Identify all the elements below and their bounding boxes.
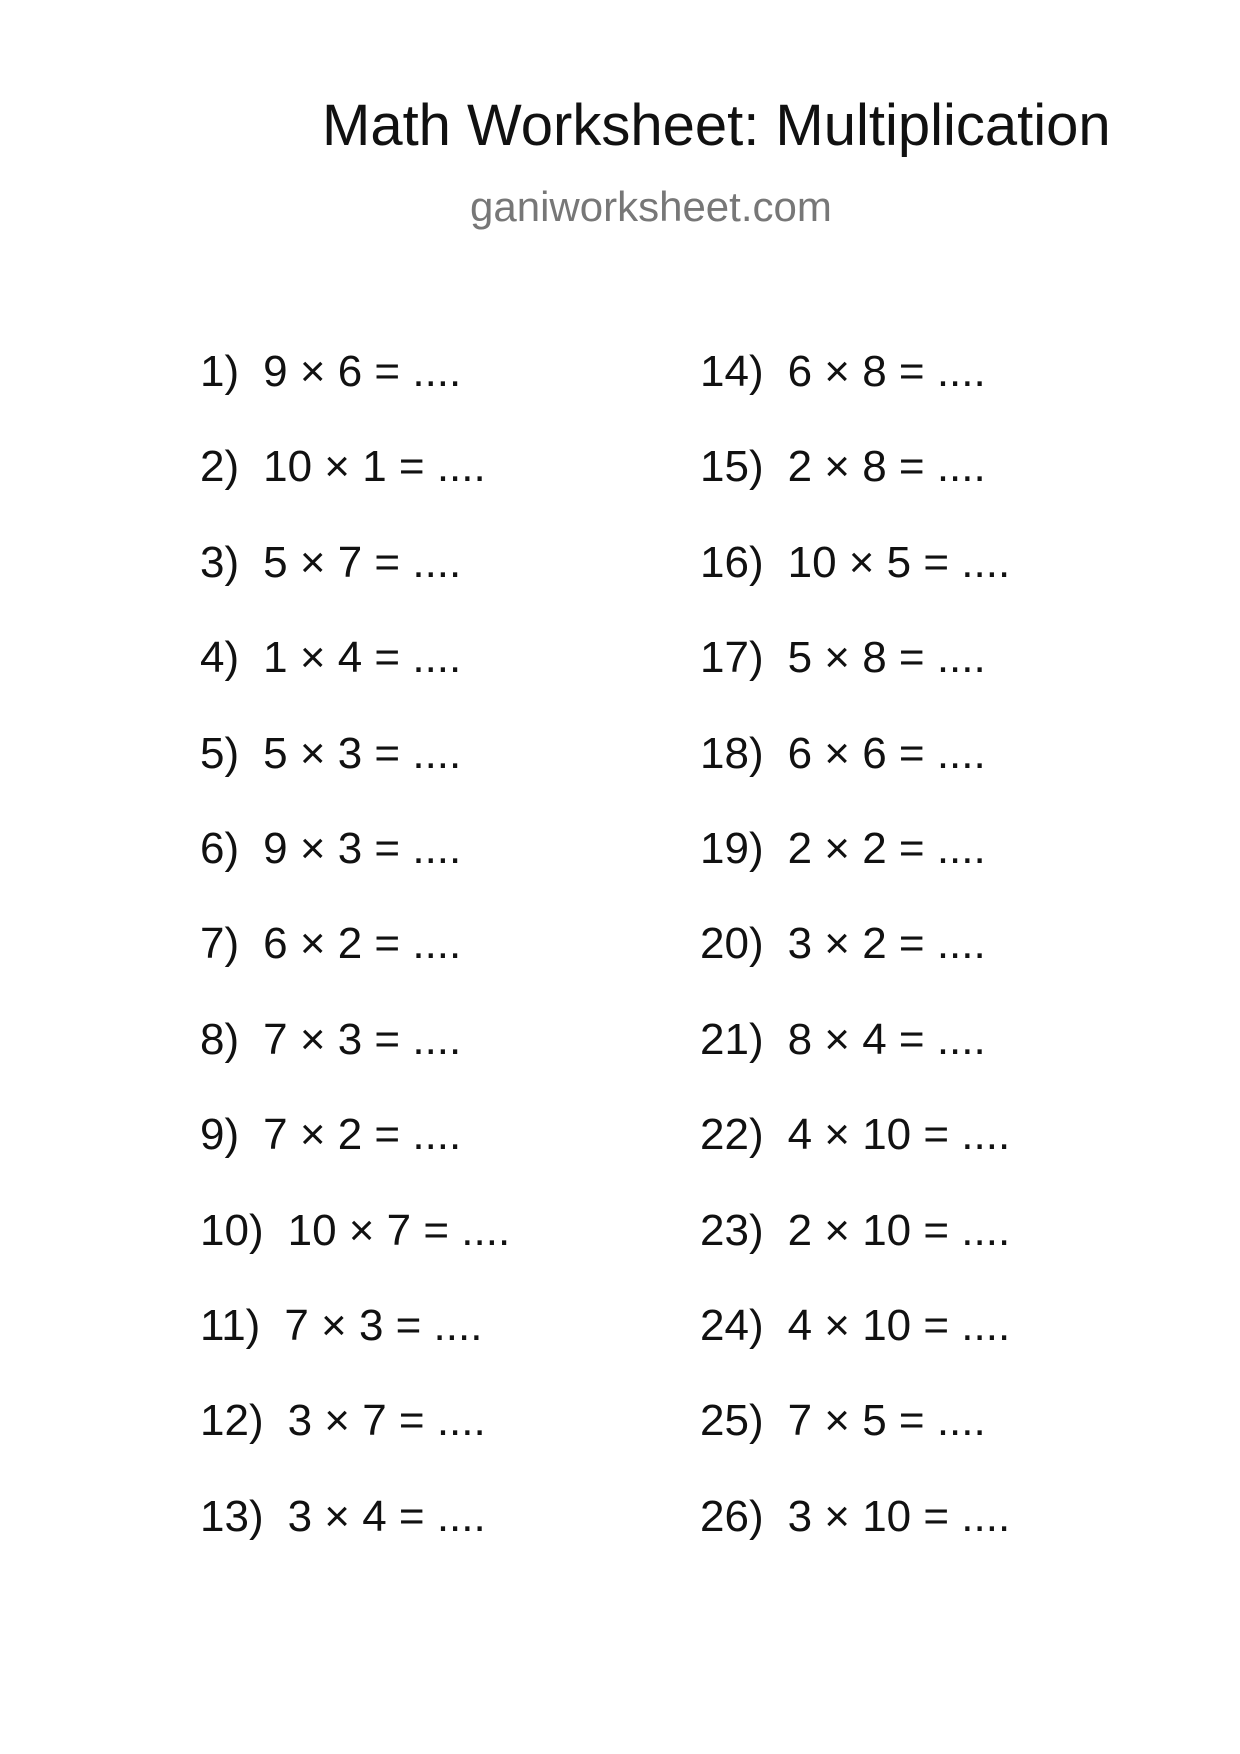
problem-expression: 3 × 2 = .... xyxy=(787,919,986,969)
problem-expression: 9 × 3 = .... xyxy=(263,823,462,873)
problem-expression: 2 × 2 = .... xyxy=(787,823,986,873)
problem-expression: 10 × 5 = .... xyxy=(787,537,1011,587)
problem-item xyxy=(200,1491,510,1590)
problems-column-left xyxy=(200,347,511,1590)
problem-item xyxy=(700,728,1010,827)
problem-number: 14) xyxy=(700,347,764,396)
problem-expression: 6 × 2 = .... xyxy=(263,919,462,969)
problem-item xyxy=(700,823,1010,922)
problem-expression: 7 × 3 = .... xyxy=(263,1014,462,1064)
problem-number: 26) xyxy=(700,1491,764,1541)
source-website: ganiworksheet.com xyxy=(470,183,832,230)
problem-number: 13) xyxy=(200,1491,264,1541)
problem-number: 10) xyxy=(200,1205,264,1255)
problem-number: 24) xyxy=(700,1300,764,1350)
problem-item xyxy=(200,1205,511,1304)
problem-item xyxy=(200,1300,510,1399)
problem-item xyxy=(200,633,510,731)
problem-item xyxy=(700,1110,1011,1208)
problem-number: 11) xyxy=(200,1300,261,1350)
problem-expression: 5 × 8 = .... xyxy=(787,633,986,683)
problem-expression: 10 × 1 = .... xyxy=(263,442,486,492)
problem-expression: 3 × 7 = .... xyxy=(287,1396,486,1446)
problem-item xyxy=(200,347,510,445)
problem-item xyxy=(200,1396,510,1494)
problem-number: 20) xyxy=(700,919,764,969)
problem-number: 18) xyxy=(700,728,764,778)
problem-item xyxy=(200,1110,510,1208)
problem-expression: 3 × 10 = .... xyxy=(787,1491,1011,1541)
problem-number: 2) xyxy=(200,442,240,492)
problem-number: 4) xyxy=(200,633,240,683)
problem-item xyxy=(700,1396,1010,1494)
problem-number: 7) xyxy=(200,919,240,969)
problem-item xyxy=(200,1014,510,1113)
problem-number: 22) xyxy=(700,1110,764,1160)
problem-number: 12) xyxy=(200,1396,264,1446)
problem-expression: 1 × 4 = .... xyxy=(263,633,462,683)
problem-item xyxy=(700,442,1010,540)
problem-number: 21) xyxy=(700,1014,764,1064)
problem-item xyxy=(700,1014,1010,1113)
problem-item xyxy=(200,823,510,922)
problem-number: 6) xyxy=(200,823,240,873)
problem-expression: 2 × 8 = .... xyxy=(787,442,986,492)
problem-item xyxy=(200,919,510,1017)
problem-item xyxy=(200,537,510,636)
problem-expression: 2 × 10 = .... xyxy=(787,1205,1011,1255)
problem-item xyxy=(200,442,510,540)
problem-number: 15) xyxy=(700,442,764,492)
worksheet-title: Math Worksheet: Multiplication xyxy=(322,93,1111,158)
problem-expression: 4 × 10 = .... xyxy=(787,1300,1011,1350)
problem-expression: 6 × 6 = .... xyxy=(787,728,986,778)
problem-expression: 5 × 3 = .... xyxy=(263,728,462,778)
problem-expression: 9 × 6 = .... xyxy=(263,347,462,396)
problem-expression: 3 × 4 = .... xyxy=(287,1491,486,1541)
problem-number: 5) xyxy=(200,728,240,778)
problem-number: 1) xyxy=(200,347,240,396)
problem-expression: 6 × 8 = .... xyxy=(787,347,986,396)
problem-expression: 10 × 7 = .... xyxy=(287,1205,511,1255)
problem-item xyxy=(700,1491,1011,1590)
problem-number: 19) xyxy=(700,823,764,873)
problem-expression: 7 × 3 = .... xyxy=(284,1300,483,1350)
problem-item xyxy=(700,633,1010,731)
problem-item xyxy=(700,1205,1011,1304)
problem-item xyxy=(700,1300,1011,1399)
problem-number: 8) xyxy=(200,1014,240,1064)
problem-expression: 7 × 5 = .... xyxy=(787,1396,986,1446)
problem-number: 17) xyxy=(700,633,764,683)
problem-expression: 7 × 2 = .... xyxy=(263,1110,462,1160)
problem-number: 9) xyxy=(200,1110,240,1160)
problem-item xyxy=(200,728,510,827)
problem-number: 25) xyxy=(700,1396,764,1446)
problem-expression: 8 × 4 = .... xyxy=(787,1014,986,1064)
problems-column-right xyxy=(700,347,1011,1590)
problem-number: 23) xyxy=(700,1205,764,1255)
problem-expression: 4 × 10 = .... xyxy=(787,1110,1011,1160)
problem-number: 3) xyxy=(200,537,240,587)
problem-item xyxy=(700,537,1011,636)
problem-item xyxy=(700,919,1010,1017)
problem-item xyxy=(700,347,1010,445)
problem-expression: 5 × 7 = .... xyxy=(263,537,462,587)
problem-number: 16) xyxy=(700,537,764,587)
